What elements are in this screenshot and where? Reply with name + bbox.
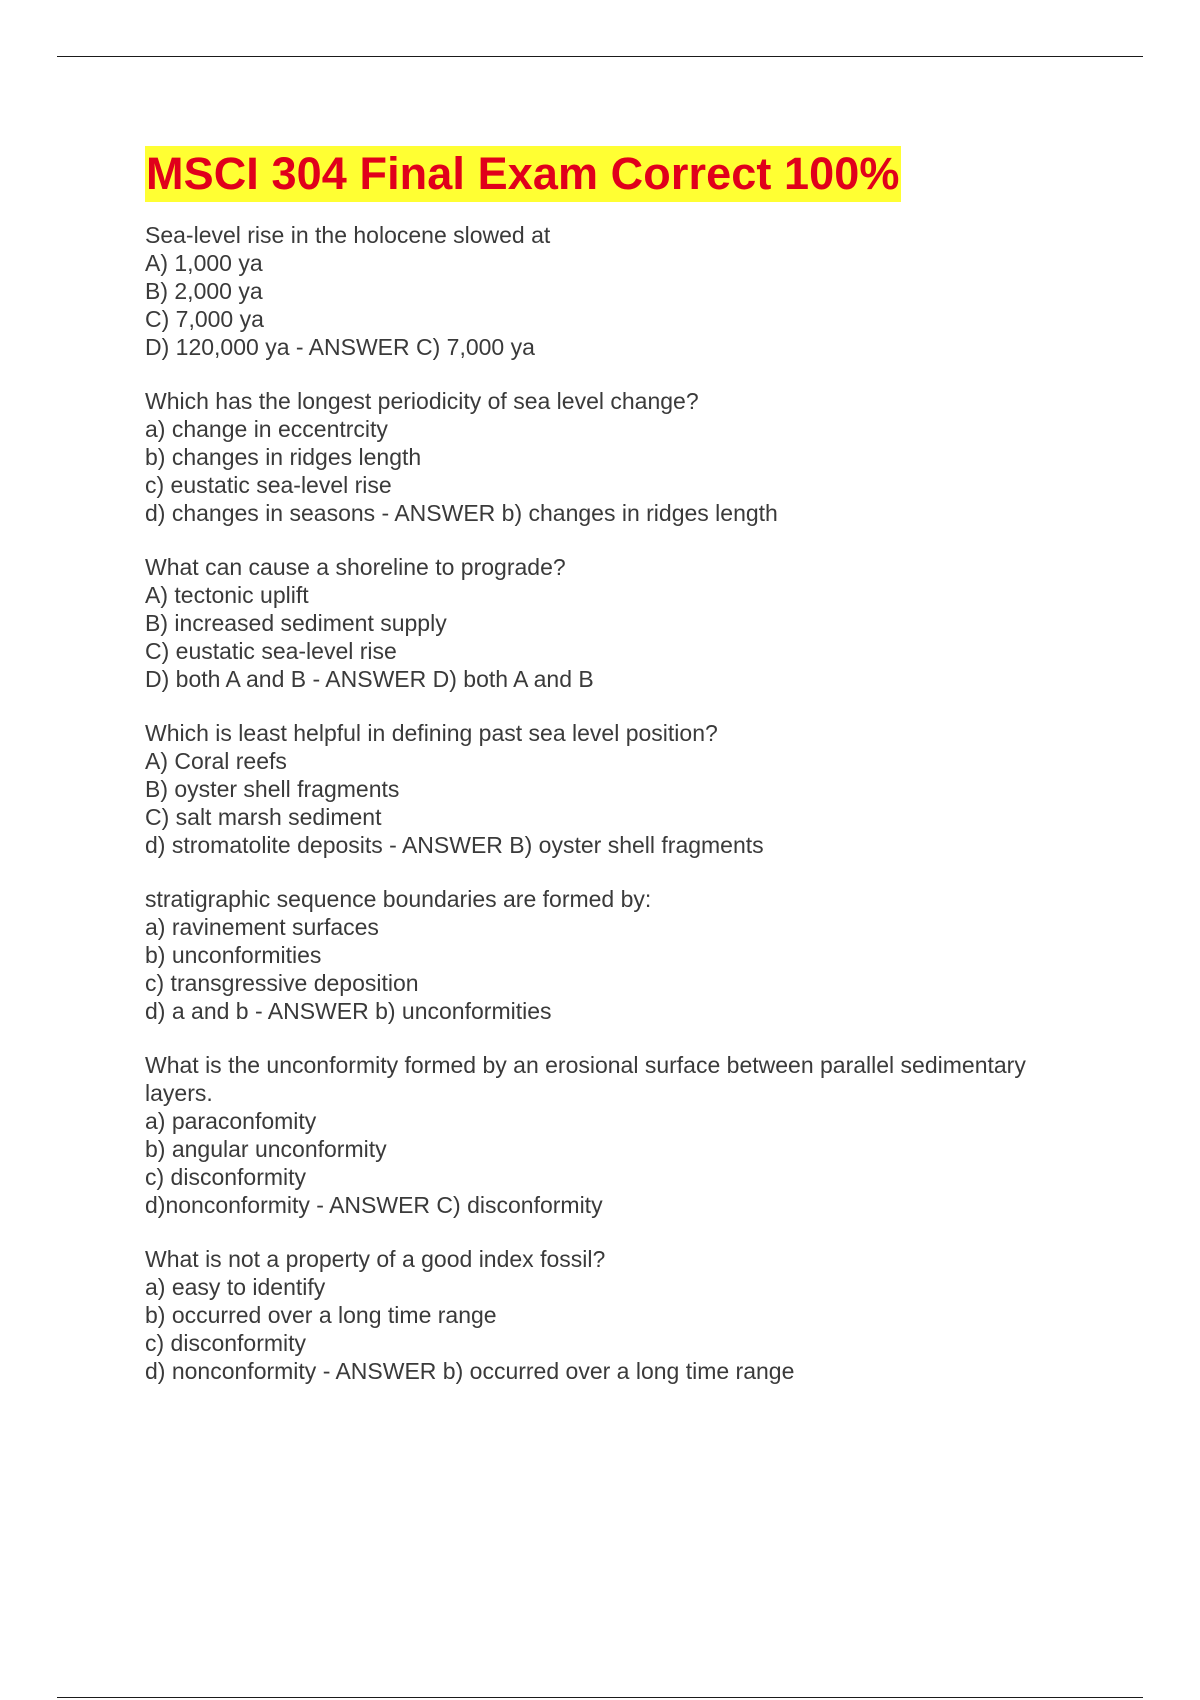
question-list: [145, 221, 1085, 1385]
answer-option: c) transgressive deposition: [145, 970, 419, 996]
answer-option: C) 7,000 ya: [145, 306, 264, 332]
answer-option: d) a and b - ANSWER b) unconformities: [145, 998, 552, 1024]
answer-option: c) eustatic sea-level rise: [145, 472, 392, 498]
document-title: MSCI 304 Final Exam Correct 100%: [145, 146, 901, 202]
answer-option: c) disconformity: [145, 1330, 307, 1356]
question-text: Which is least helpful in defining past sea level position?: [145, 720, 718, 746]
question-text: What is the unconformity formed by an erosional surface between parallel sedimentary layers.: [145, 1052, 1033, 1106]
answer-option: C) eustatic sea-level rise: [145, 638, 397, 664]
answer-option: A) tectonic uplift: [145, 582, 309, 608]
question-text: stratigraphic sequence boundaries are formed by:: [145, 886, 652, 912]
question-text: What is not a property of a good index fossil?: [145, 1246, 606, 1272]
answer-option: a) easy to identify: [145, 1274, 326, 1300]
header-rule: [57, 56, 1143, 57]
answer-option: a) change in eccentrcity: [145, 416, 388, 442]
question-text: What can cause a shoreline to prograde?: [145, 554, 566, 580]
answer-option: C) salt marsh sediment: [145, 804, 382, 830]
answer-option: c) disconformity: [145, 1164, 307, 1190]
answer-option: b) unconformities: [145, 942, 322, 968]
answer-option: B) increased sediment supply: [145, 610, 447, 636]
question-block: [145, 1051, 1085, 1219]
answer-option: A) 1,000 ya: [145, 250, 263, 276]
answer-option: d) changes in seasons - ANSWER b) changes in ridges length: [145, 500, 778, 526]
question-block: [145, 221, 1085, 361]
document-body: [145, 146, 1085, 1411]
question-text: Which has the longest periodicity of sea level change?: [145, 388, 699, 414]
answer-option: A) Coral reefs: [145, 748, 287, 774]
answer-option: a) ravinement surfaces: [145, 914, 379, 940]
question-block: [145, 553, 1085, 693]
answer-option: B) oyster shell fragments: [145, 776, 400, 802]
question-block: [145, 719, 1085, 859]
answer-option: D) both A and B - ANSWER D) both A and B: [145, 666, 594, 692]
question-block: [145, 387, 1085, 527]
question-block: [145, 1245, 1085, 1385]
answer-option: b) occurred over a long time range: [145, 1302, 497, 1328]
answer-option: b) angular unconformity: [145, 1136, 387, 1162]
answer-option: d) stromatolite deposits - ANSWER B) oyster shell fragments: [145, 832, 764, 858]
answer-option: B) 2,000 ya: [145, 278, 263, 304]
answer-option: d) nonconformity - ANSWER b) occurred over a long time range: [145, 1358, 795, 1384]
footer-rule: [57, 1697, 1143, 1698]
answer-option: d)nonconformity - ANSWER C) disconformity: [145, 1192, 603, 1218]
answer-option: a) paraconfomity: [145, 1108, 317, 1134]
answer-option: b) changes in ridges length: [145, 444, 422, 470]
answer-option: D) 120,000 ya - ANSWER C) 7,000 ya: [145, 334, 535, 360]
question-text: Sea-level rise in the holocene slowed at: [145, 222, 551, 248]
question-block: [145, 885, 1085, 1025]
